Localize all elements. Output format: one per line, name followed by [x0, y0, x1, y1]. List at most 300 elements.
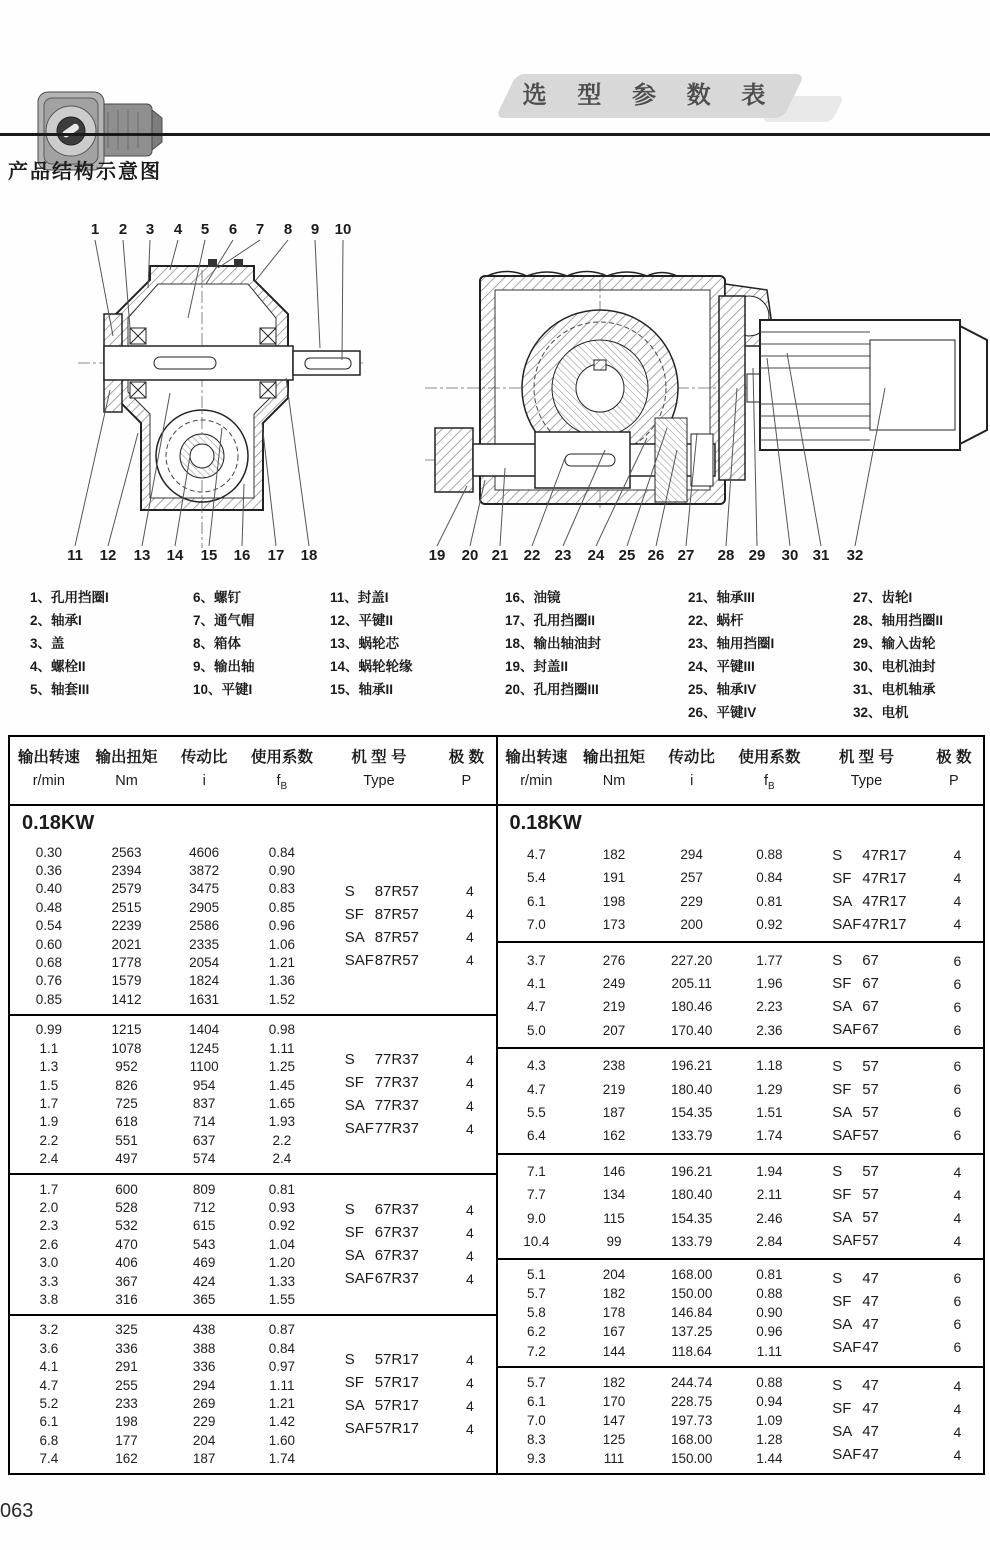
table-row [498, 1341, 809, 1360]
type-model: 67R37 [374, 1224, 419, 1242]
type-line [832, 1400, 983, 1417]
ratio-cell: 170.40 [671, 1022, 713, 1038]
table-row [498, 843, 809, 866]
callout-number: 28 [717, 547, 735, 564]
callout-number: 32 [846, 547, 864, 564]
selection-table-left [10, 737, 498, 1473]
type-model: 47 [862, 1377, 879, 1395]
unit-cell: P [461, 773, 472, 789]
type-model: 67 [862, 975, 879, 993]
pole-count: 6 [953, 1339, 962, 1356]
part-item: 22、蜗杆 [688, 613, 744, 628]
callout-leader-line [437, 486, 467, 546]
model-types [321, 1180, 496, 1309]
speed-cell: 4.7 [526, 999, 546, 1015]
part-item: 30、电机油封 [853, 659, 936, 674]
header-row-units [10, 770, 496, 798]
service-factor-cell: 2.4 [272, 1151, 292, 1167]
pole-count: 4 [465, 929, 474, 946]
data-block [498, 1153, 984, 1259]
speed-cell: 7.4 [39, 1451, 59, 1467]
torque-cell: 2563 [111, 844, 142, 860]
table-row [498, 1230, 809, 1253]
speed-cell: 0.76 [35, 973, 62, 989]
type-line [345, 1420, 496, 1437]
torque-cell: 406 [115, 1255, 138, 1271]
torque-cell: 115 [603, 1210, 625, 1226]
pole-count: 4 [465, 883, 474, 900]
type-prefix: S [344, 1351, 355, 1369]
pole-count: 4 [953, 1446, 962, 1463]
speed-cell: 5.0 [526, 1022, 546, 1038]
pole-count: 4 [465, 1201, 474, 1218]
callout-number: 27 [677, 547, 695, 564]
service-factor-cell: 0.90 [268, 863, 295, 878]
pole-count: 6 [953, 1058, 962, 1075]
speed-cell: 7.2 [526, 1343, 546, 1359]
table-row [498, 1101, 809, 1124]
torque-cell: 146 [602, 1163, 626, 1179]
type-prefix: SA [832, 892, 853, 910]
speed-cell: 3.2 [39, 1322, 59, 1338]
speed-cell: 1.3 [39, 1059, 59, 1075]
torque-cell: 167 [602, 1324, 626, 1340]
table-row [498, 1265, 809, 1284]
ratio-cell: 954 [192, 1077, 216, 1093]
service-factor-cell: 1.33 [268, 1273, 295, 1289]
table-row [10, 1339, 321, 1357]
torque-cell: 276 [602, 952, 626, 968]
speed-cell: 3.6 [39, 1340, 59, 1356]
service-factor-cell: 0.96 [268, 918, 295, 934]
service-factor-cell: 1.11 [756, 1343, 782, 1359]
type-line [832, 1127, 983, 1144]
torque-cell: 618 [115, 1114, 138, 1130]
keyway [154, 357, 216, 369]
table-row [10, 1180, 321, 1198]
callout-number: 22 [523, 547, 541, 564]
ratio-cell: 227.20 [671, 952, 713, 968]
parts-column [853, 586, 943, 724]
pole-count: 4 [953, 1377, 962, 1394]
terminal-box-face [870, 340, 955, 430]
ratio-cell: 294 [680, 847, 703, 863]
table-header [10, 737, 496, 806]
speed-cell: 3.7 [526, 952, 546, 968]
table-row [10, 1149, 321, 1167]
speed-cell: 0.54 [35, 918, 62, 934]
torque-cell: 162 [602, 1128, 626, 1144]
type-model: 57 [862, 1186, 879, 1204]
part-item: 5、轴套III [30, 682, 90, 697]
data-block [498, 1047, 984, 1153]
speed-cell: 3.3 [39, 1273, 59, 1289]
ratio-cell: 424 [192, 1273, 216, 1289]
pole-count: 6 [953, 1293, 962, 1310]
torque-cell: 198 [602, 893, 626, 909]
service-factor-cell: 0.97 [268, 1359, 295, 1375]
type-line [345, 1097, 496, 1114]
type-line [345, 1224, 496, 1241]
ratio-cell: 294 [192, 1377, 216, 1393]
type-model: 77R37 [374, 1097, 419, 1115]
data-block [10, 1173, 496, 1314]
ratio-cell: 196.21 [671, 1058, 713, 1074]
part-item: 20、孔用挡圈III [505, 682, 599, 697]
service-factor-cell: 1.94 [756, 1163, 783, 1179]
torque-cell: 470 [115, 1236, 138, 1252]
pole-count: 4 [465, 1351, 474, 1368]
torque-cell: 497 [115, 1151, 138, 1167]
header-cell: 输出扭矩 [583, 749, 646, 766]
pole-count: 6 [953, 1127, 962, 1144]
ratio-cell: 187 [192, 1451, 216, 1467]
speed-cell: 6.8 [39, 1432, 59, 1448]
type-line [832, 916, 983, 933]
service-factor-cell: 0.87 [268, 1322, 295, 1338]
type-line [832, 1081, 983, 1098]
speed-cell: 2.0 [39, 1199, 59, 1215]
callout-number: 6 [228, 221, 238, 238]
table-row [498, 948, 809, 971]
type-model: 57 [862, 1232, 879, 1250]
speed-cell: 2.3 [39, 1218, 59, 1234]
type-line [832, 1021, 983, 1038]
ratio-cell: 2335 [189, 936, 220, 952]
table-row [10, 1057, 321, 1075]
speed-cell: 1.1 [39, 1040, 59, 1056]
part-item: 14、蜗轮轮缘 [330, 659, 413, 674]
table-row [498, 972, 809, 995]
data-block [498, 1258, 984, 1365]
service-factor-cell: 1.25 [268, 1059, 295, 1075]
torque-cell: 528 [115, 1199, 138, 1215]
numeric-rows [498, 948, 809, 1042]
table-row [498, 1077, 809, 1100]
unit-cell: Nm [115, 773, 138, 789]
unit-cell: Type [850, 773, 883, 789]
callout-number: 17 [267, 547, 285, 564]
pole-count: 4 [953, 893, 962, 910]
model-types [808, 948, 983, 1042]
ratio-cell: 228.75 [671, 1393, 713, 1409]
callout-leader-line [342, 240, 343, 360]
type-model: 87R57 [374, 905, 419, 923]
type-prefix: S [832, 1057, 843, 1075]
type-model: 47 [862, 1292, 879, 1310]
numeric-rows [498, 1265, 809, 1360]
callout-number: 23 [554, 547, 572, 564]
ratio-cell: 229 [680, 893, 703, 909]
pole-count: 4 [465, 906, 474, 923]
service-factor-cell: 2.11 [756, 1187, 782, 1203]
numeric-rows [10, 1321, 321, 1468]
callout-number: 1 [90, 221, 100, 238]
service-factor-cell: 0.88 [756, 1374, 783, 1390]
ratio-cell: 1245 [189, 1040, 220, 1056]
ratio-cell: 180.40 [671, 1187, 713, 1203]
service-factor-cell: 1.11 [269, 1377, 295, 1393]
pole-count: 6 [953, 1021, 962, 1038]
service-factor-cell: 1.11 [269, 1040, 295, 1056]
type-line [832, 1163, 983, 1180]
service-factor-cell: 0.84 [268, 844, 295, 860]
service-factor-cell: 0.92 [756, 917, 783, 933]
table-row [10, 1394, 321, 1412]
type-prefix: SA [344, 1397, 365, 1415]
service-factor-cell: 0.88 [756, 847, 783, 863]
type-model: 67 [862, 998, 879, 1016]
torque-cell: 255 [115, 1377, 138, 1393]
service-factor-cell: 0.81 [756, 1267, 783, 1283]
service-factor-cell: 0.94 [756, 1393, 783, 1409]
part-item: 11、封盖I [330, 590, 389, 605]
ratio-cell: 3872 [189, 863, 220, 878]
numeric-rows [10, 1180, 321, 1309]
pole-count: 4 [953, 847, 962, 864]
page-banner [506, 74, 794, 118]
torque-cell: 144 [602, 1343, 626, 1359]
callout-number: 21 [491, 547, 509, 564]
model-types [808, 1160, 983, 1254]
pole-count: 4 [465, 1074, 474, 1091]
pole-count: 4 [465, 952, 474, 969]
torque-cell: 1215 [111, 1022, 142, 1038]
parts-column [30, 586, 109, 701]
torque-cell: 1412 [111, 991, 142, 1007]
table-row [10, 861, 321, 879]
torque-cell: 170 [602, 1393, 626, 1409]
type-line [832, 1377, 983, 1394]
service-factor-cell: 1.06 [268, 936, 295, 952]
service-factor-cell: 2.2 [272, 1132, 292, 1148]
type-prefix: S [344, 882, 355, 900]
pole-count: 6 [953, 1081, 962, 1098]
speed-cell: 0.30 [35, 844, 62, 860]
part-item: 28、轴用挡圈II [853, 613, 944, 628]
ratio-cell: 388 [192, 1340, 216, 1356]
ratio-cell: 837 [192, 1095, 216, 1111]
torque-cell: 291 [115, 1359, 138, 1375]
part-item: 2、轴承I [30, 613, 82, 628]
type-line [832, 847, 983, 864]
callout-number: 13 [133, 547, 151, 564]
type-prefix: SA [344, 1247, 365, 1265]
torque-cell: 325 [115, 1322, 138, 1338]
callout-number: 14 [166, 547, 184, 564]
type-model: 87R57 [374, 882, 419, 900]
parts-column [505, 586, 601, 701]
type-line [832, 870, 983, 887]
callout-leader-line [286, 378, 309, 546]
type-prefix: SA [344, 1097, 365, 1115]
speed-cell: 5.7 [526, 1374, 546, 1390]
type-prefix: SAF [344, 1270, 374, 1288]
selection-table-right [498, 737, 984, 1473]
pole-count: 6 [953, 1270, 962, 1287]
type-prefix: SAF [832, 1338, 862, 1356]
ratio-cell: 1404 [189, 1022, 220, 1038]
type-prefix: S [832, 1269, 843, 1287]
type-line [832, 1316, 983, 1333]
model-types [808, 1054, 983, 1148]
ratio-cell: 150.00 [671, 1450, 713, 1466]
ratio-cell: 1100 [189, 1059, 219, 1075]
callout-leader-line [256, 240, 288, 280]
callout-leader-line [108, 433, 138, 546]
torque-cell: 367 [115, 1273, 138, 1289]
type-model: 57 [862, 1103, 879, 1121]
pole-count: 4 [465, 1374, 474, 1391]
type-line [345, 1051, 496, 1068]
callout-number: 4 [173, 221, 183, 238]
pole-count: 6 [953, 1316, 962, 1333]
type-prefix: S [832, 952, 843, 970]
torque-cell: 249 [602, 976, 626, 992]
unit-cell: r/min [32, 773, 65, 789]
part-item: 7、通气帽 [193, 613, 255, 628]
part-item: 6、螺钉 [193, 590, 242, 605]
part-item: 4、螺栓II [30, 659, 86, 674]
speed-cell: 2.6 [39, 1236, 59, 1252]
part-item: 21、轴承III [688, 590, 755, 605]
type-line [832, 975, 983, 992]
table-row [10, 935, 321, 953]
banner-title: 选 型 参 数 表 [522, 82, 778, 109]
part-item: 9、输出轴 [193, 659, 255, 674]
type-prefix: SAF [832, 1232, 862, 1250]
torque-cell: 182 [602, 1374, 626, 1390]
ratio-cell: 180.46 [671, 999, 713, 1015]
parts-list [0, 586, 990, 726]
callout-number: 24 [587, 547, 605, 564]
ratio-cell: 133.79 [671, 1233, 713, 1249]
table-row [10, 1076, 321, 1094]
torque-cell: 198 [115, 1414, 138, 1430]
type-line [832, 893, 983, 910]
type-line [345, 1074, 496, 1091]
type-model: 47R17 [862, 892, 907, 910]
ratio-cell: 4606 [189, 844, 220, 860]
torque-cell: 182 [602, 1286, 626, 1302]
numeric-rows [498, 1160, 809, 1254]
part-item: 17、孔用挡圈II [505, 613, 596, 628]
type-line [832, 1104, 983, 1121]
torque-cell: 1579 [111, 973, 142, 989]
ratio-cell: 196.21 [671, 1163, 713, 1179]
service-factor-cell: 1.65 [268, 1095, 295, 1111]
table-row [10, 953, 321, 971]
service-factor-cell: 1.20 [268, 1255, 295, 1271]
service-factor-cell: 0.83 [268, 881, 295, 897]
keyway [565, 454, 615, 466]
numeric-rows [498, 843, 809, 937]
speed-cell: 9.0 [526, 1210, 546, 1226]
type-prefix: S [832, 846, 843, 864]
speed-cell: 4.1 [526, 976, 546, 992]
parts-column [688, 586, 774, 724]
service-factor-cell: 1.96 [756, 976, 783, 992]
table-row [498, 890, 809, 913]
pole-count: 4 [953, 1209, 962, 1226]
type-model: 57R17 [374, 1397, 419, 1415]
speed-cell: 5.7 [526, 1286, 546, 1302]
callout-number: 25 [618, 547, 636, 564]
header-cell: 使用系数 [250, 749, 313, 766]
callout-number: 9 [310, 221, 320, 238]
callout-number: 18 [300, 547, 318, 564]
service-factor-cell: 0.93 [268, 1199, 295, 1215]
header-cell: 极 数 [448, 749, 484, 766]
numeric-rows [10, 1021, 321, 1168]
ratio-cell: 714 [192, 1114, 216, 1130]
type-line [345, 1270, 496, 1287]
type-prefix: SF [832, 1186, 852, 1204]
torque-cell: 2021 [111, 936, 142, 952]
table-row [498, 1449, 809, 1468]
callout-number: 2 [118, 221, 128, 238]
output-shaft [104, 346, 360, 380]
ratio-cell: 269 [192, 1396, 216, 1412]
table-row [10, 1290, 321, 1308]
header-cell: 极 数 [936, 749, 972, 766]
motor [760, 320, 987, 450]
callout-leader-line [262, 423, 276, 546]
type-prefix: SA [344, 928, 365, 946]
type-prefix: S [832, 1163, 843, 1181]
callout-leader-line [75, 390, 110, 546]
type-model: 47 [862, 1269, 879, 1287]
type-prefix: SF [344, 1374, 364, 1392]
type-model: 47R17 [862, 846, 907, 864]
table-row [10, 880, 321, 898]
ratio-cell: 615 [192, 1218, 216, 1234]
service-factor-cell: 1.09 [756, 1412, 783, 1428]
torque-cell: 316 [115, 1292, 138, 1308]
ratio-cell: 154.35 [671, 1210, 713, 1226]
speed-cell: 5.5 [526, 1104, 546, 1120]
part-item: 13、蜗轮芯 [330, 636, 400, 651]
table-row [498, 1019, 809, 1042]
part-item: 1、孔用挡圈I [30, 590, 109, 605]
ratio-cell: 205.11 [671, 976, 712, 992]
type-prefix: S [344, 1051, 355, 1069]
type-line [345, 1374, 496, 1391]
part-item: 24、平键III [688, 659, 755, 674]
type-model: 67R37 [374, 1201, 419, 1219]
type-model: 67R37 [374, 1247, 419, 1265]
type-line [832, 1423, 983, 1440]
table-row [10, 1131, 321, 1149]
part-item: 27、齿轮I [853, 590, 913, 605]
part-item: 19、封盖II [505, 659, 569, 674]
service-factor-cell: 1.55 [268, 1292, 295, 1308]
part-item: 29、输入齿轮 [853, 636, 936, 651]
type-line [345, 1351, 496, 1368]
callout-number: 26 [647, 547, 665, 564]
callout-number: 5 [200, 221, 210, 238]
type-model: 47R17 [862, 869, 907, 887]
type-prefix: SAF [832, 1126, 862, 1144]
ratio-cell: 118.64 [671, 1343, 712, 1359]
page-number: 063 [0, 1500, 34, 1522]
part-item: 23、轴用挡圈I [688, 636, 775, 651]
type-model: 47 [862, 1400, 879, 1418]
type-model: 47 [862, 1315, 879, 1333]
torque-cell: 2239 [111, 918, 142, 934]
pole-count: 4 [465, 1397, 474, 1414]
speed-cell: 6.1 [526, 893, 546, 909]
